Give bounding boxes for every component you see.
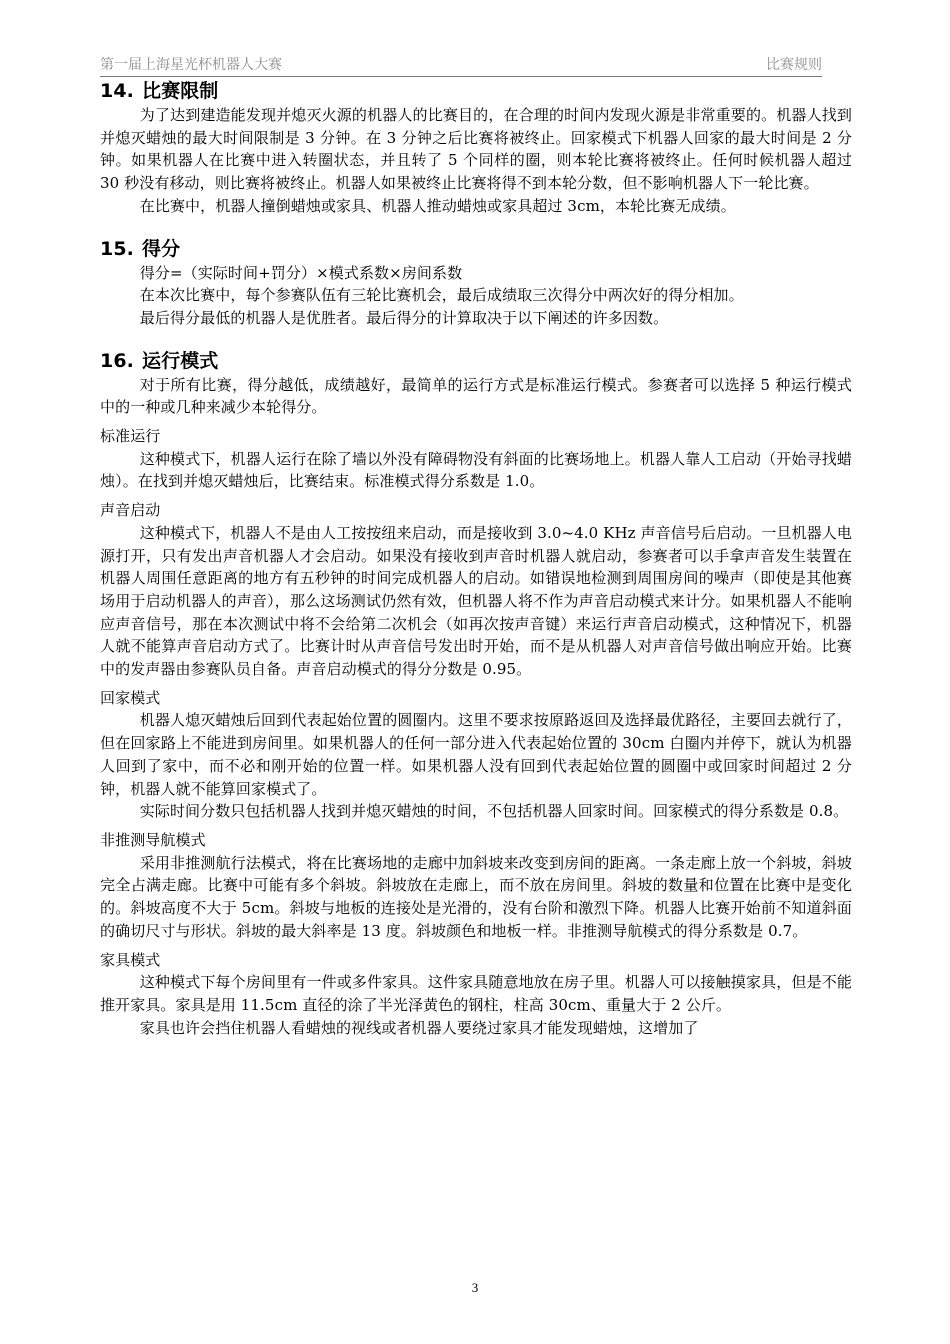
section-16-intro: 对于所有比赛，得分越低，成绩越好，最简单的运行方式是标准运行模式。参赛者可以选择 5 种运行模式中的一种或几种来减少本轮得分。 — [100, 375, 852, 417]
header-section-title: 比赛规则 — [766, 58, 822, 73]
header-competition-title: 第一届上海星光杯机器人大赛 — [100, 58, 282, 73]
return-home-paragraph-2: 实际时间分数只包括机器人找到并熄灭蜡烛的时间，不包括机器人回家时间。回家模式的得分系数是 0.8。 — [139, 802, 849, 821]
section-14-heading — [100, 78, 852, 104]
furniture-mode-paragraph-2: 家具也许会挡住机器人看蜡烛的视线或者机器人要绕过家具才能发现蜡烛，这增加了 — [139, 1018, 699, 1037]
standard-mode-title: 标准运行 — [100, 427, 161, 446]
section-14-number: 14. — [100, 80, 134, 102]
section-15-heading — [100, 236, 852, 262]
non-dead-reckoning-title: 非推测导航模式 — [100, 830, 206, 849]
document-body — [100, 78, 852, 1039]
section-16-number: 16. — [100, 349, 134, 372]
furniture-mode-title: 家具模式 — [100, 950, 161, 969]
section-15-paragraph-1: 在本次比赛中，每个参赛队伍有三轮比赛机会，最后成绩取三次得分中两次好的得分相加。 — [139, 286, 744, 305]
section-15-number: 15. — [100, 237, 134, 260]
return-home-title: 回家模式 — [100, 688, 161, 707]
sound-start-paragraph: 这种模式下，机器人不是由人工按按纽来启动，而是接收到 3.0~4.0 KHz 声音信号后启动。一旦机器人电源打开，只有发出声音机器人才会启动。如果没有接收到声音时机器人就启动，参赛者可以手拿声音发生装置在机器人周围任意距离的地方有五秒钟的时间完成机器人的启动。如错误地检测到周围房间的噪声（即使是其他赛场用于启动机器人的声音），那么这场测试仍然有效，但机器人将不作为声音启动模式来计分。如果机器人不能响应声音信号，那在本次测试中将不会给第二次机会（如再次按声音键）来运行声音启动模式，这种情况下，机器人就不能算声音启动方式了。比赛计时从声音信号发出时开始，而不是从机器人对声音信号做出响应开始。比赛中的发声器由参赛队员自备。声音启动模式的得分分数是 0.95。 — [100, 523, 852, 679]
section-14-title: 比赛限制 — [142, 80, 219, 102]
page-header — [100, 54, 822, 77]
section-15-title: 得分 — [142, 237, 181, 260]
section-16-title: 运行模式 — [142, 349, 219, 372]
sound-start-title: 声音启动 — [100, 501, 161, 520]
score-formula: 得分=（实际时间+罚分）×模式系数×房间系数 — [139, 263, 463, 282]
section-15-paragraph-2: 最后得分最低的机器人是优胜者。最后得分的计算取决于以下阐述的许多因数。 — [139, 308, 669, 327]
furniture-mode-paragraph-1: 这种模式下每个房间里有一件或多件家具。这件家具随意地放在房子里。机器人可以接触摸家具，但是不能推开家具。家具是用 11.5cm 直径的涂了半光泽黄色的钢柱，柱高 30cm、重量大于 2 公斤。 — [100, 973, 852, 1014]
return-home-paragraph-1: 机器人熄灭蜡烛后回到代表起始位置的圆圈内。这里不要求按原路返回及选择最优路径，主要回去就行了，但在回家路上不能进到房间里。如果机器人的任何一部分进入代表起始位置的 30cm 白圈内并停下，就认为机器人回到了家中，而不必和刚开始的位置一样。如果机器人没有回到代表起始位置的圆圈中或回家时间超过 2 分钟，机器人就不能算回家模式了。 — [100, 711, 852, 798]
section-16-heading — [100, 348, 852, 374]
page-number: 3 — [471, 1280, 479, 1295]
standard-mode-paragraph: 这种模式下，机器人运行在除了墙以外没有障碍物没有斜面的比赛场地上。机器人靠人工启动（开始寻找蜡烛）。在找到并熄灭蜡烛后，比赛结束。标准模式得分系数是 1.0。 — [100, 449, 852, 491]
section-14-paragraph-1: 为了达到建造能发现并熄灭火源的机器人的比赛目的，在合理的时间内发现火源是非常重要的。机器人找到并熄灭蜡烛的最大时间限制是 3 分钟。在 3 分钟之后比赛将被终止。回家模式下机器人回家的最大时间是 2 分钟。如果机器人在比赛中进入转圈状态，并且转了 5 个同样的圈，则本轮比赛将被终止。任何时候机器人超过 30 秒没有移动，则比赛将被终止。机器人如果被终止比赛将得不到本轮分数，但不影响机器人下一轮比赛。 — [100, 106, 852, 193]
non-dead-reckoning-paragraph: 采用非推测航行法模式，将在比赛场地的走廊中加斜坡来改变到房间的距离。一条走廊上放一个斜坡，斜坡完全占满走廊。比赛中可能有多个斜坡。斜坡放在走廊上，而不放在房间里。斜坡的数量和位置在比赛中是变化的。斜坡高度不大于 5cm。斜坡与地板的连接处是光滑的，没有台阶和激烈下降。机器人比赛开始前不知道斜面的确切尺寸与形状。斜坡的最大斜率是 13 度。斜坡颜色和地板一样。非推测导航模式的得分系数是 0.7。 — [100, 853, 852, 940]
section-14-paragraph-2: 在比赛中，机器人撞倒蜡烛或家具、机器人推动蜡烛或家具超过 3cm，本轮比赛无成绩。 — [139, 196, 736, 215]
